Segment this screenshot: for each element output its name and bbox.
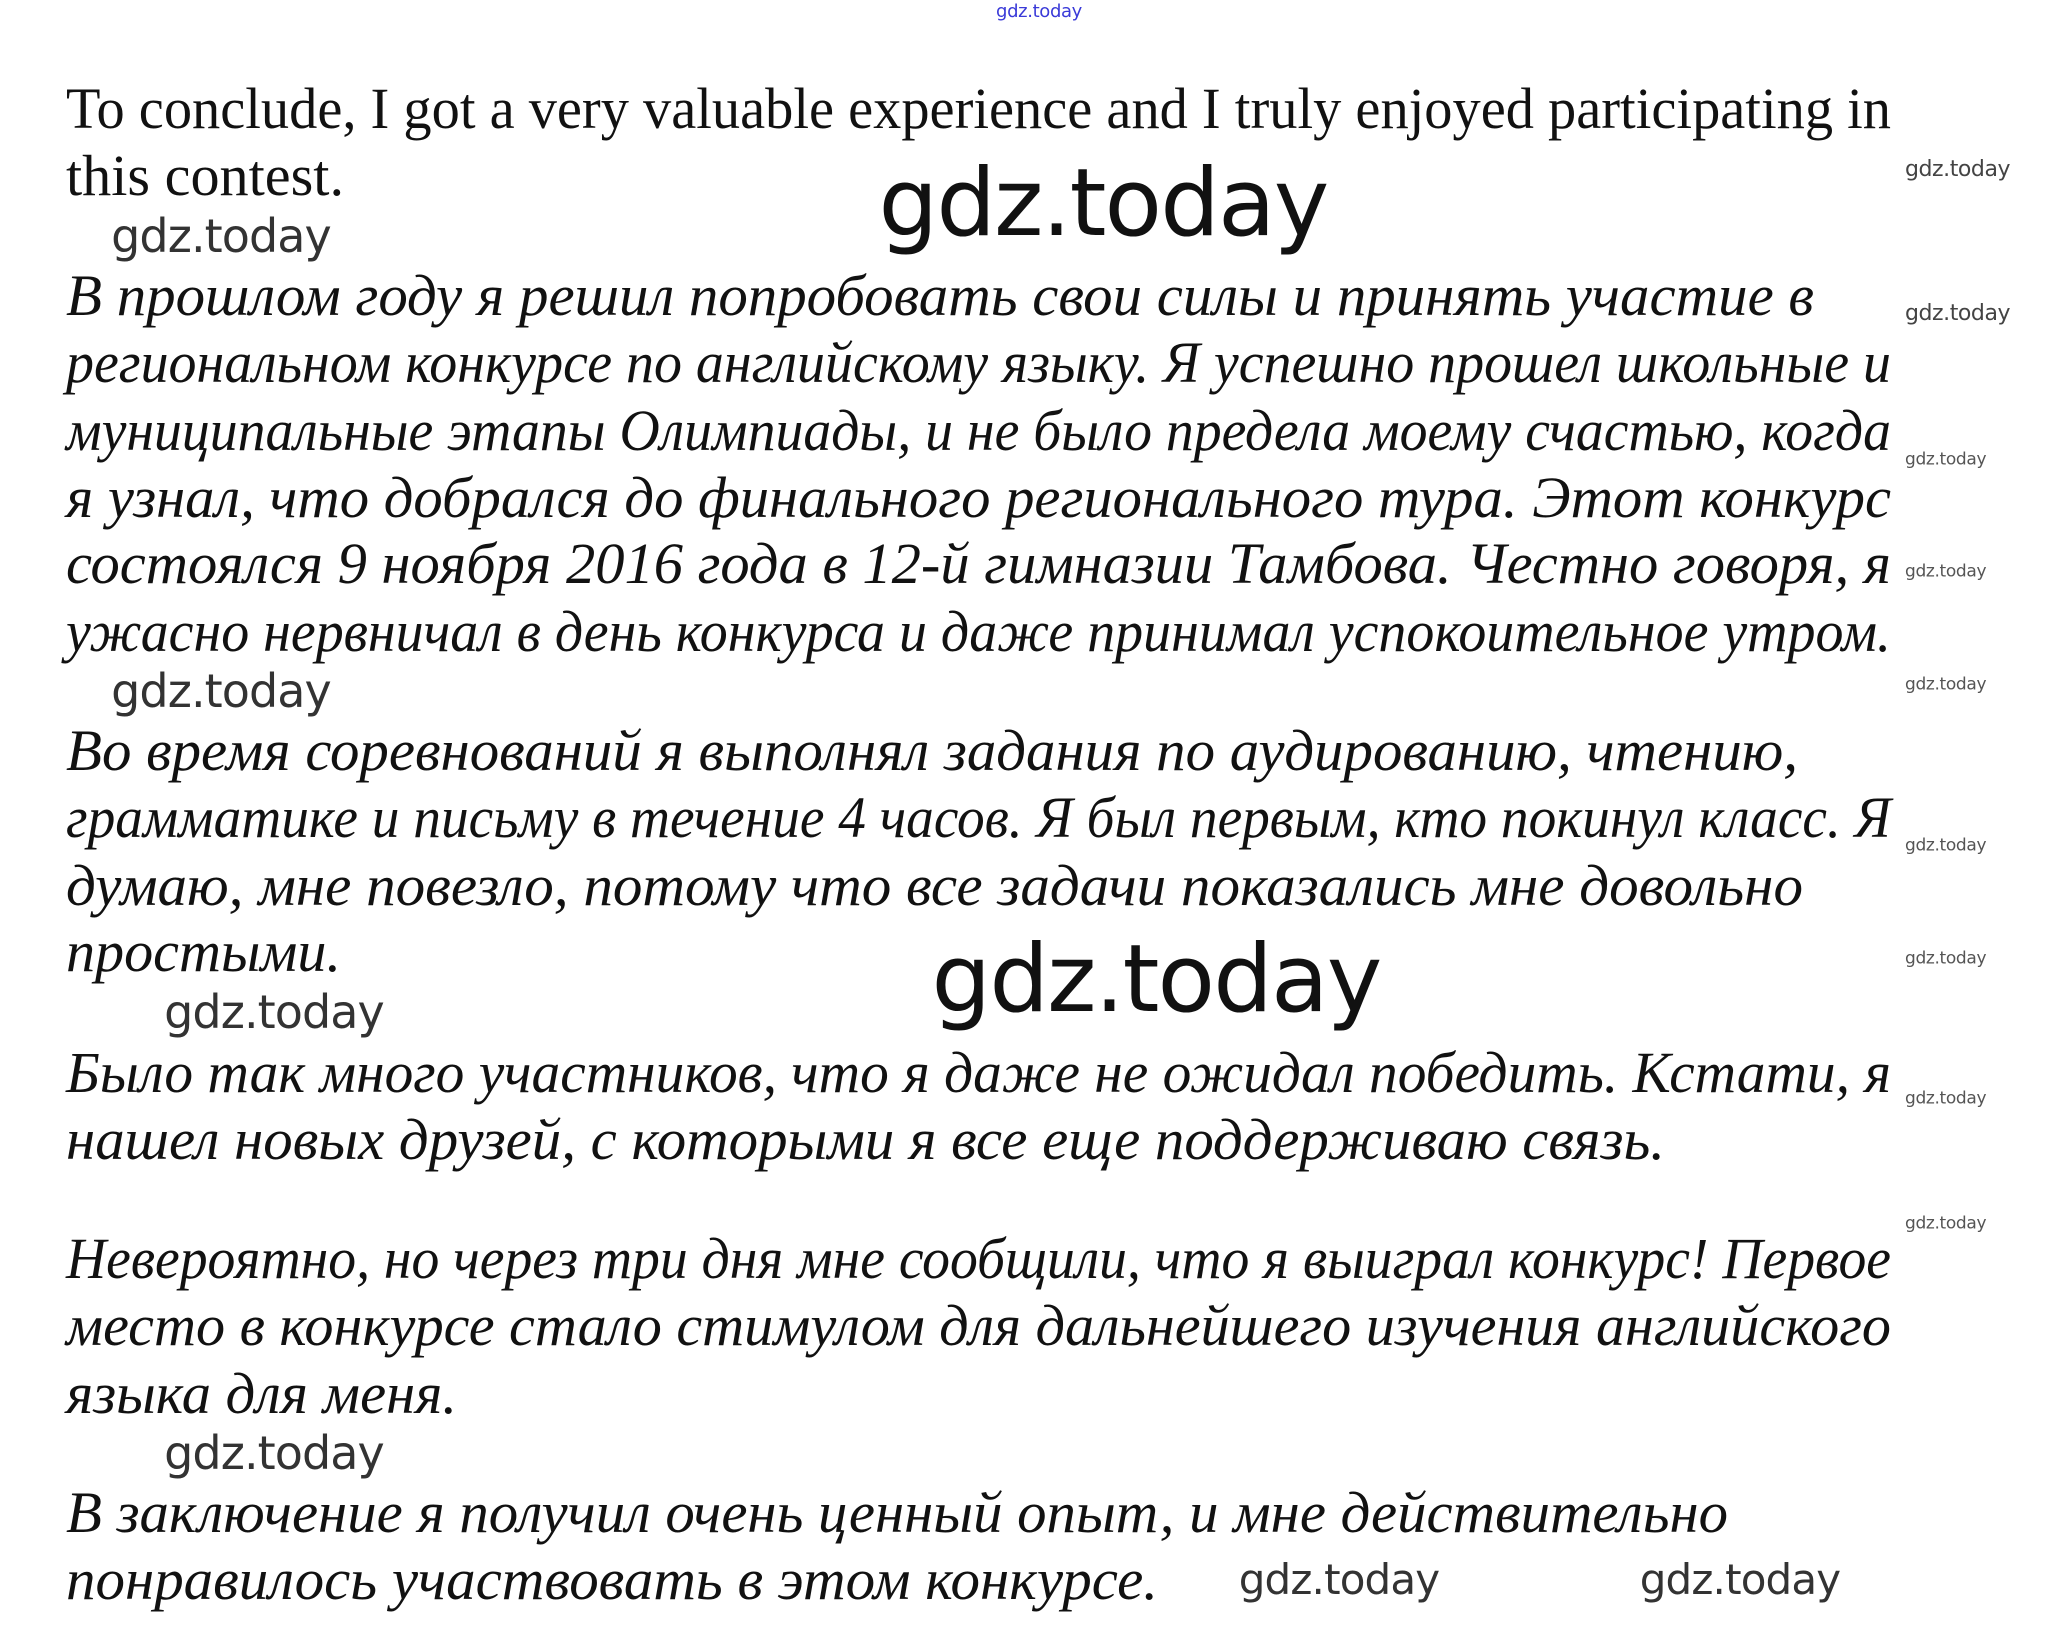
russian-text-line: думаю, мне повезло, потому что все задачи показались мне довольно — [66, 853, 1803, 918]
russian-text-line: простыми. — [66, 919, 341, 984]
watermark: gdz.today — [1905, 674, 1987, 695]
watermark: gdz.today — [1905, 157, 2011, 182]
russian-text-line: муниципальные этапы Олимпиады, и не было предела моему счастью, когда — [66, 398, 1891, 463]
watermark: gdz.today — [996, 1, 1082, 22]
russian-text-line: региональном конкурсе по английскому языку. Я успешно прошел школьные и — [66, 330, 1891, 395]
watermark: gdz.today — [164, 985, 384, 1039]
watermark-large: gdz.today — [931, 925, 1381, 1034]
russian-text-line: грамматике и письму в течение 4 часов. Я был первым, кто покинул класс. Я — [66, 785, 1891, 850]
watermark-large: gdz.today — [878, 149, 1328, 258]
russian-text-line: понравилось участвовать в этом конкурсе. — [66, 1547, 1158, 1612]
watermark: gdz.today — [1238, 1555, 1440, 1604]
russian-text-line: Во время соревнований я выполнял задания по аудированию, чтению, — [66, 718, 1798, 783]
russian-text-line: ужасно нервничал в день конкурса и даже принимал успокоительное утром. — [66, 599, 1891, 664]
watermark: gdz.today — [1905, 301, 2011, 326]
watermark: gdz.today — [111, 209, 331, 263]
watermark: gdz.today — [1639, 1555, 1841, 1604]
russian-text-line: языка для меня. — [66, 1361, 457, 1426]
russian-text-line: Невероятно, но через три дня мне сообщили, что я выиграл конкурс! Первое — [66, 1226, 1891, 1291]
english-text-line: this contest. — [66, 143, 344, 208]
watermark: gdz.today — [111, 664, 331, 718]
russian-text-line: я узнал, что добрался до финального регионального тура. Этот конкурс — [66, 465, 1892, 530]
english-text-line: To conclude, I got a very valuable experience and I truly enjoyed participating in — [66, 76, 1891, 141]
watermark: gdz.today — [1905, 561, 1987, 582]
russian-text-line: В заключение я получил очень ценный опыт, и мне действительно — [66, 1480, 1728, 1545]
russian-text-line: В прошлом году я решил попробовать свои силы и принять участие в — [66, 263, 1814, 328]
watermark: gdz.today — [1905, 948, 1987, 969]
russian-text-line: Было так много участников, что я даже не ожидал победить. Кстати, я — [66, 1040, 1891, 1105]
watermark: gdz.today — [164, 1426, 384, 1480]
russian-text-line: нашел новых друзей, с которыми я все еще поддерживаю связь. — [66, 1107, 1665, 1172]
watermark: gdz.today — [1905, 835, 1987, 856]
watermark: gdz.today — [1905, 449, 1987, 470]
russian-text-line: состоялся 9 ноября 2016 года в 12-й гимназии Тамбова. Честно говоря, я — [66, 531, 1891, 596]
watermark: gdz.today — [1905, 1213, 1987, 1234]
russian-text-line: место в конкурсе стало стимулом для дальнейшего изучения английского — [66, 1293, 1891, 1358]
watermark: gdz.today — [1905, 1088, 1987, 1109]
